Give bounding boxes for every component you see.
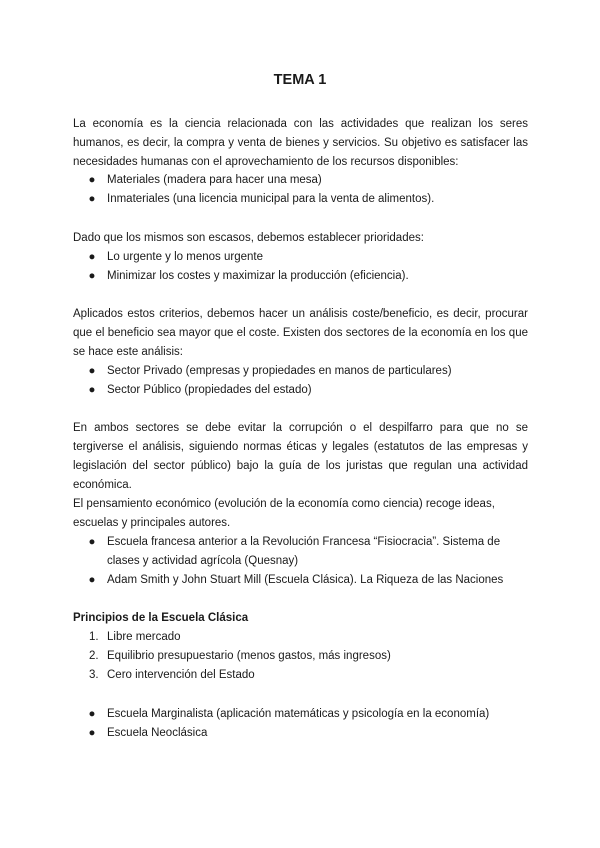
list-item (73, 362, 528, 381)
bullet-icon: ● (88, 574, 96, 586)
principles-list (73, 628, 528, 685)
list-item-text: Cero intervención del Estado (107, 669, 255, 681)
list-item-text: Escuela Marginalista (aplicación matemáticas y psicología en la economía) (107, 708, 490, 720)
list-item (73, 705, 528, 724)
list-item (73, 248, 528, 267)
list-number: 2. (89, 650, 99, 662)
analysis-paragraph: Aplicados estos criterios, debemos hacer un análisis coste/beneficio, es decir, procurar que el beneficio sea mayor que el coste. Existen dos sectores de la economía en los que se hace este análisis: (73, 308, 528, 358)
sectors-list (73, 362, 528, 400)
list-item (73, 171, 528, 190)
list-item-text: Sector Privado (empresas y propiedades en manos de particulares) (107, 365, 452, 377)
list-item-text: Adam Smith y John Stuart Mill (Escuela Clásica). La Riqueza de las Naciones (107, 574, 504, 586)
list-item (73, 666, 528, 685)
page-title: TEMA 1 (273, 72, 327, 88)
bullet-icon: ● (88, 174, 96, 186)
list-item-text: Escuela francesa anterior a la Revolución Francesa “Fisiocracia”. Sistema de clases y actividad agrícola (Quesnay) (107, 536, 501, 567)
list-item (73, 647, 528, 666)
list-item-text: Escuela Neoclásica (107, 727, 208, 739)
resources-list (73, 171, 528, 209)
list-item-text: Minimizar los costes y maximizar la producción (eficiencia). (107, 270, 409, 282)
bullet-icon: ● (88, 384, 96, 396)
list-item (73, 533, 528, 571)
list-item-text: Sector Público (propiedades del estado) (107, 384, 312, 396)
schools-list (73, 533, 528, 590)
corruption-paragraph: En ambos sectores se debe evitar la corrupción o el despilfarro para que no se tergiverse el análisis, siguiendo normas éticas y legales (estatutos de las empresas y legislación del sector público) bajo la guía de los juristas que regulan una actividad económica. (73, 422, 528, 491)
bullet-icon: ● (88, 193, 96, 205)
economic-thought-paragraph: El pensamiento económico (evolución de la economía como ciencia) recoge ideas, escuelas y principales autores. (73, 498, 495, 529)
intro-paragraph: La economía es la ciencia relacionada con las actividades que realizan los seres humanos, es decir, la compra y venta de bienes y servicios. Su objetivo es satisfacer las necesidades humanas con el aprovechamiento de los recursos disponibles: (73, 118, 528, 168)
list-item-text: Materiales (madera para hacer una mesa) (107, 174, 322, 186)
list-number: 1. (89, 631, 99, 643)
bullet-icon: ● (88, 251, 96, 263)
bullet-icon: ● (88, 365, 96, 377)
bullet-icon: ● (88, 536, 96, 548)
list-item (73, 267, 528, 286)
priorities-paragraph: Dado que los mismos son escasos, debemos establecer prioridades: (73, 232, 424, 244)
list-item-text: Lo urgente y lo menos urgente (107, 251, 263, 263)
list-item (73, 571, 528, 590)
later-schools-list (73, 705, 528, 743)
list-item-text: Libre mercado (107, 631, 181, 643)
priorities-list (73, 248, 528, 286)
list-item (73, 190, 528, 209)
list-item (73, 628, 528, 647)
list-item-text: Equilibrio presupuestario (menos gastos, más ingresos) (107, 650, 391, 662)
bullet-icon: ● (88, 708, 96, 720)
list-number: 3. (89, 669, 99, 681)
list-item (73, 381, 528, 400)
list-item-text: Inmateriales (una licencia municipal para la venta de alimentos). (107, 193, 435, 205)
section-heading: Principios de la Escuela Clásica (73, 612, 249, 624)
bullet-icon: ● (88, 270, 96, 282)
list-item (73, 724, 528, 743)
bullet-icon: ● (88, 727, 96, 739)
